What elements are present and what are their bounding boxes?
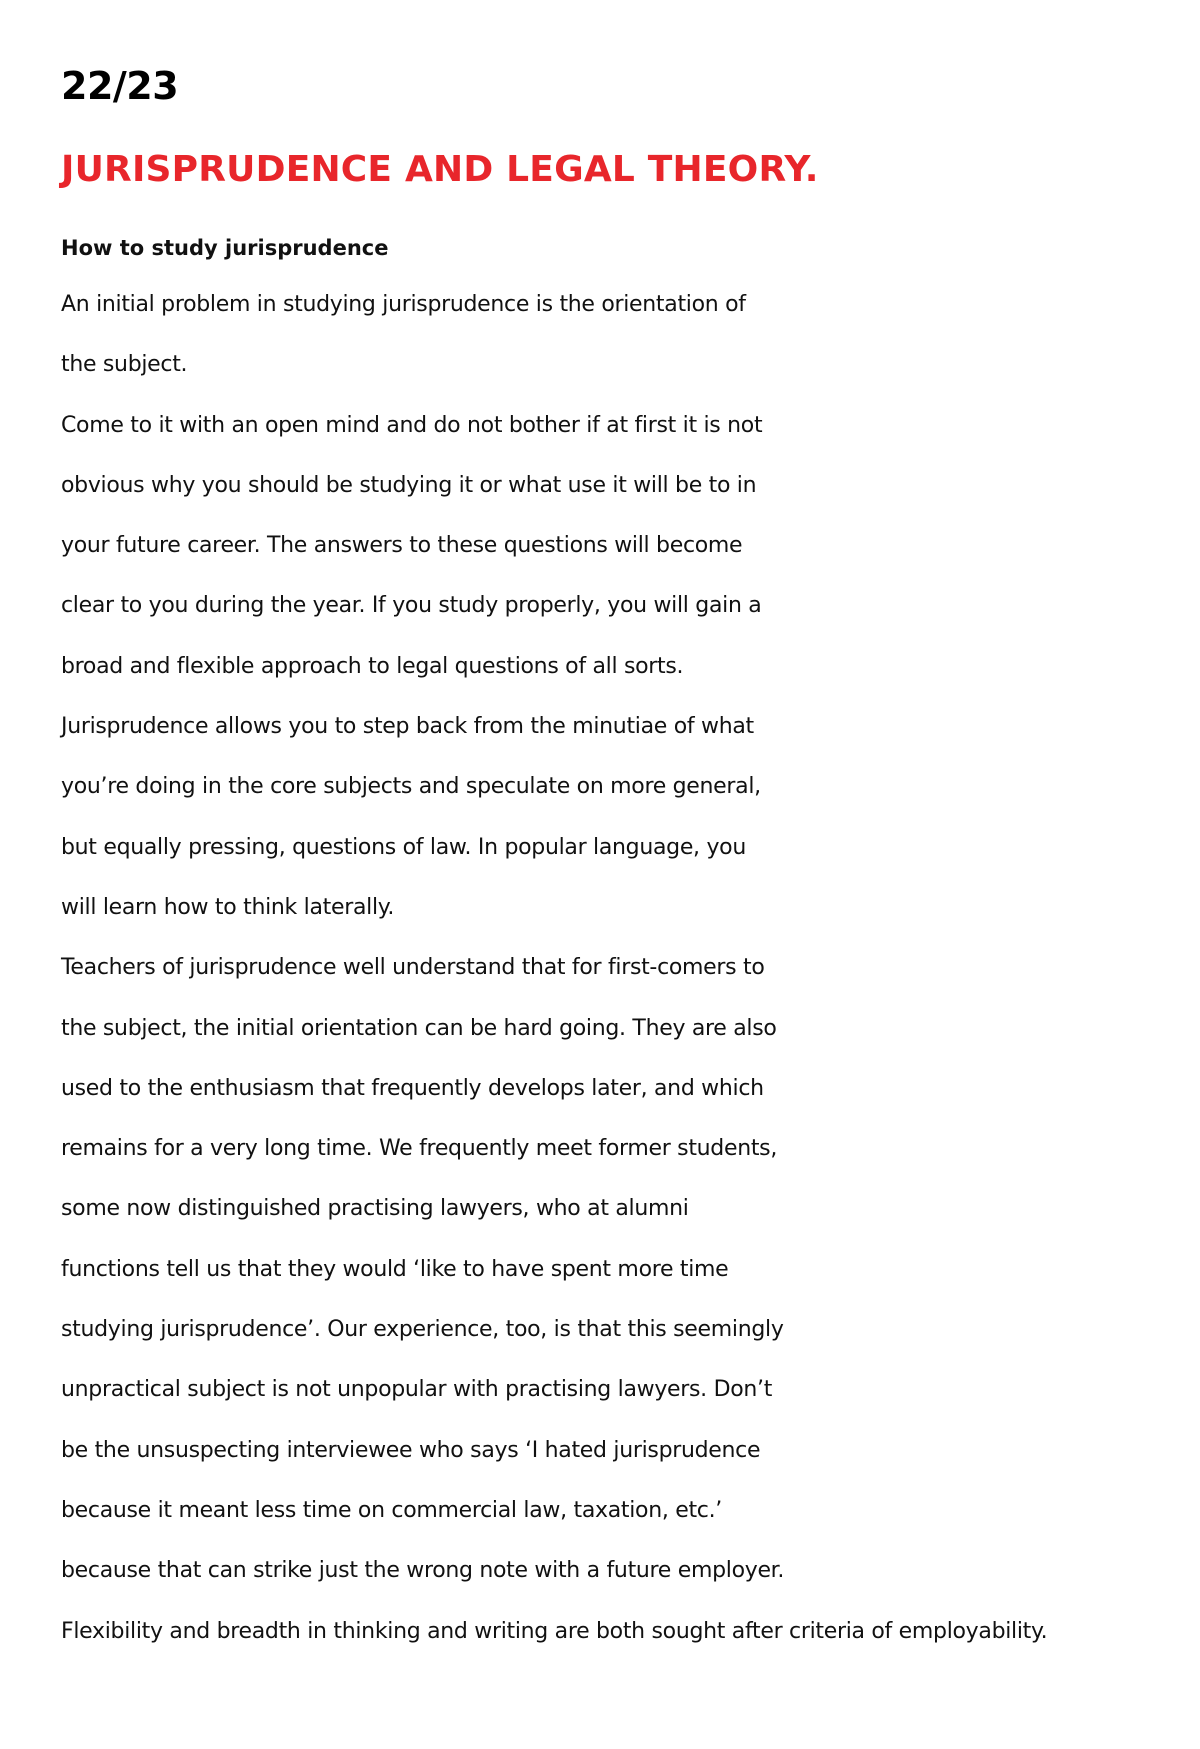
text-line: but equally pressing, questions of law. In popular language, you [61,834,746,860]
text-line: your future career. The answers to these questions will become [61,533,743,559]
text-line: unpractical subject is not unpopular with practising lawyers. Don’t [61,1377,773,1403]
text-line: studying jurisprudence’. Our experience, too, is that this seemingly [61,1317,784,1343]
text-line: Come to it with an open mind and do not bother if at first it is not [61,412,763,438]
text-line: Jurisprudence allows you to step back from the minutiae of what [61,714,754,740]
text-line: the subject. [61,352,188,378]
text-line: because that can strike just the wrong note with a future employer. [61,1558,785,1584]
text-line: you’re doing in the core subjects and speculate on more general, [61,774,761,800]
section-heading: How to study jurisprudence [61,236,389,260]
text-line: be the unsuspecting interviewee who says ‘I hated jurisprudence [61,1437,761,1463]
academic-year: 22/23 [61,64,179,108]
text-line: Flexibility and breadth in thinking and writing are both sought after criteria of employability. [61,1618,1048,1644]
text-line: obvious why you should be studying it or what use it will be to in [61,472,757,498]
text-line: broad and flexible approach to legal questions of all sorts. [61,653,684,679]
text-line: clear to you during the year. If you study properly, you will gain a [61,593,762,619]
text-line: An initial problem in studying jurisprudence is the orientation of [61,292,746,317]
text-line: the subject, the initial orientation can be hard going. They are also [61,1015,777,1041]
document-title: JURISPRUDENCE AND LEGAL THEORY. [61,149,819,190]
text-line: remains for a very long time. We frequently meet former students, [61,1136,778,1162]
text-line: functions tell us that they would ‘like to have spent more time [61,1256,729,1282]
text-line: used to the enthusiasm that frequently develops later, and which [61,1075,764,1101]
body-text [61,289,1047,1676]
text-line: will learn how to think laterally. [61,894,395,920]
text-line: some now distinguished practising lawyers, who at alumni [61,1196,689,1222]
text-line: Teachers of jurisprudence well understand that for first-comers to [61,955,765,981]
text-line: because it meant less time on commercial law, taxation, etc.’ [61,1497,722,1523]
